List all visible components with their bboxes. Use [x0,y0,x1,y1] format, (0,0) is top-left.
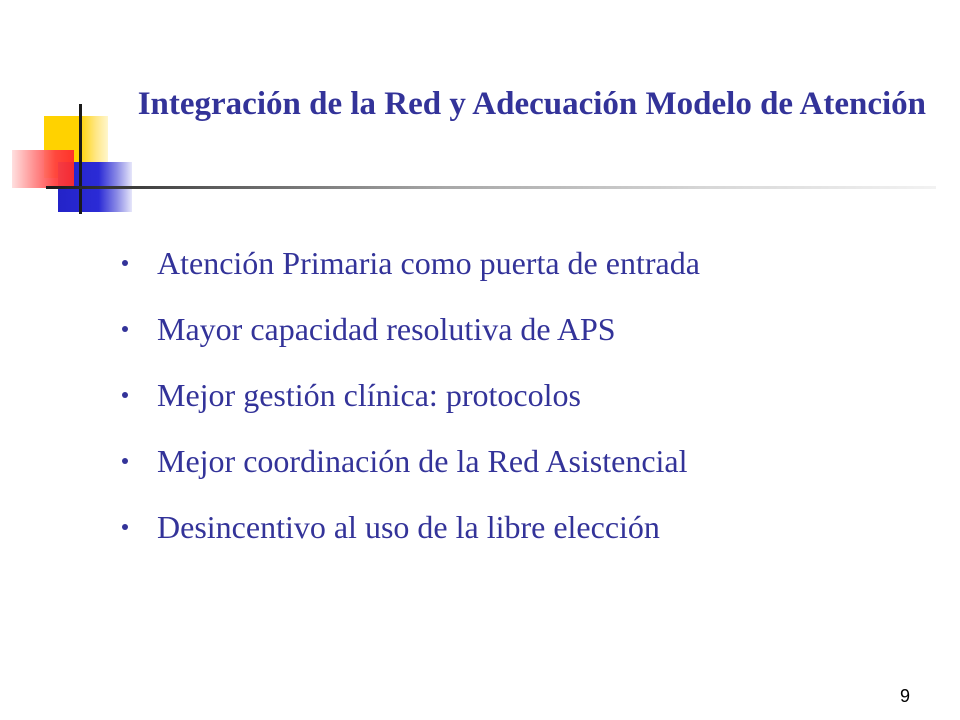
bullet-item [122,296,700,362]
page-number: 9 [899,686,910,706]
bullet-text: Mejor gestión clínica: protocolos [157,376,581,413]
bullet-icon [122,260,128,266]
bullet-text: Atención Primaria como puerta de entrada [157,244,700,281]
bullet-icon [122,326,128,332]
bullet-text: Mejor coordinación de la Red Asistencial [157,442,688,479]
bullet-item [122,494,700,560]
bullet-icon [122,524,128,530]
bullet-icon [122,458,128,464]
bullet-item [122,428,700,494]
bullet-text: Desincentivo al uso de la libre elección [157,508,660,545]
title-underline [46,186,936,189]
slide-title: Integración de la Red y Adecuación Modelo de Atención [137,86,926,122]
bullet-item [122,362,700,428]
bullet-list [122,230,700,560]
decorative-vertical-line [79,104,82,214]
decorative-red-square [12,150,74,188]
bullet-icon [122,392,128,398]
bullet-text: Mayor capacidad resolutiva de APS [157,310,616,347]
bullet-item [122,230,700,296]
